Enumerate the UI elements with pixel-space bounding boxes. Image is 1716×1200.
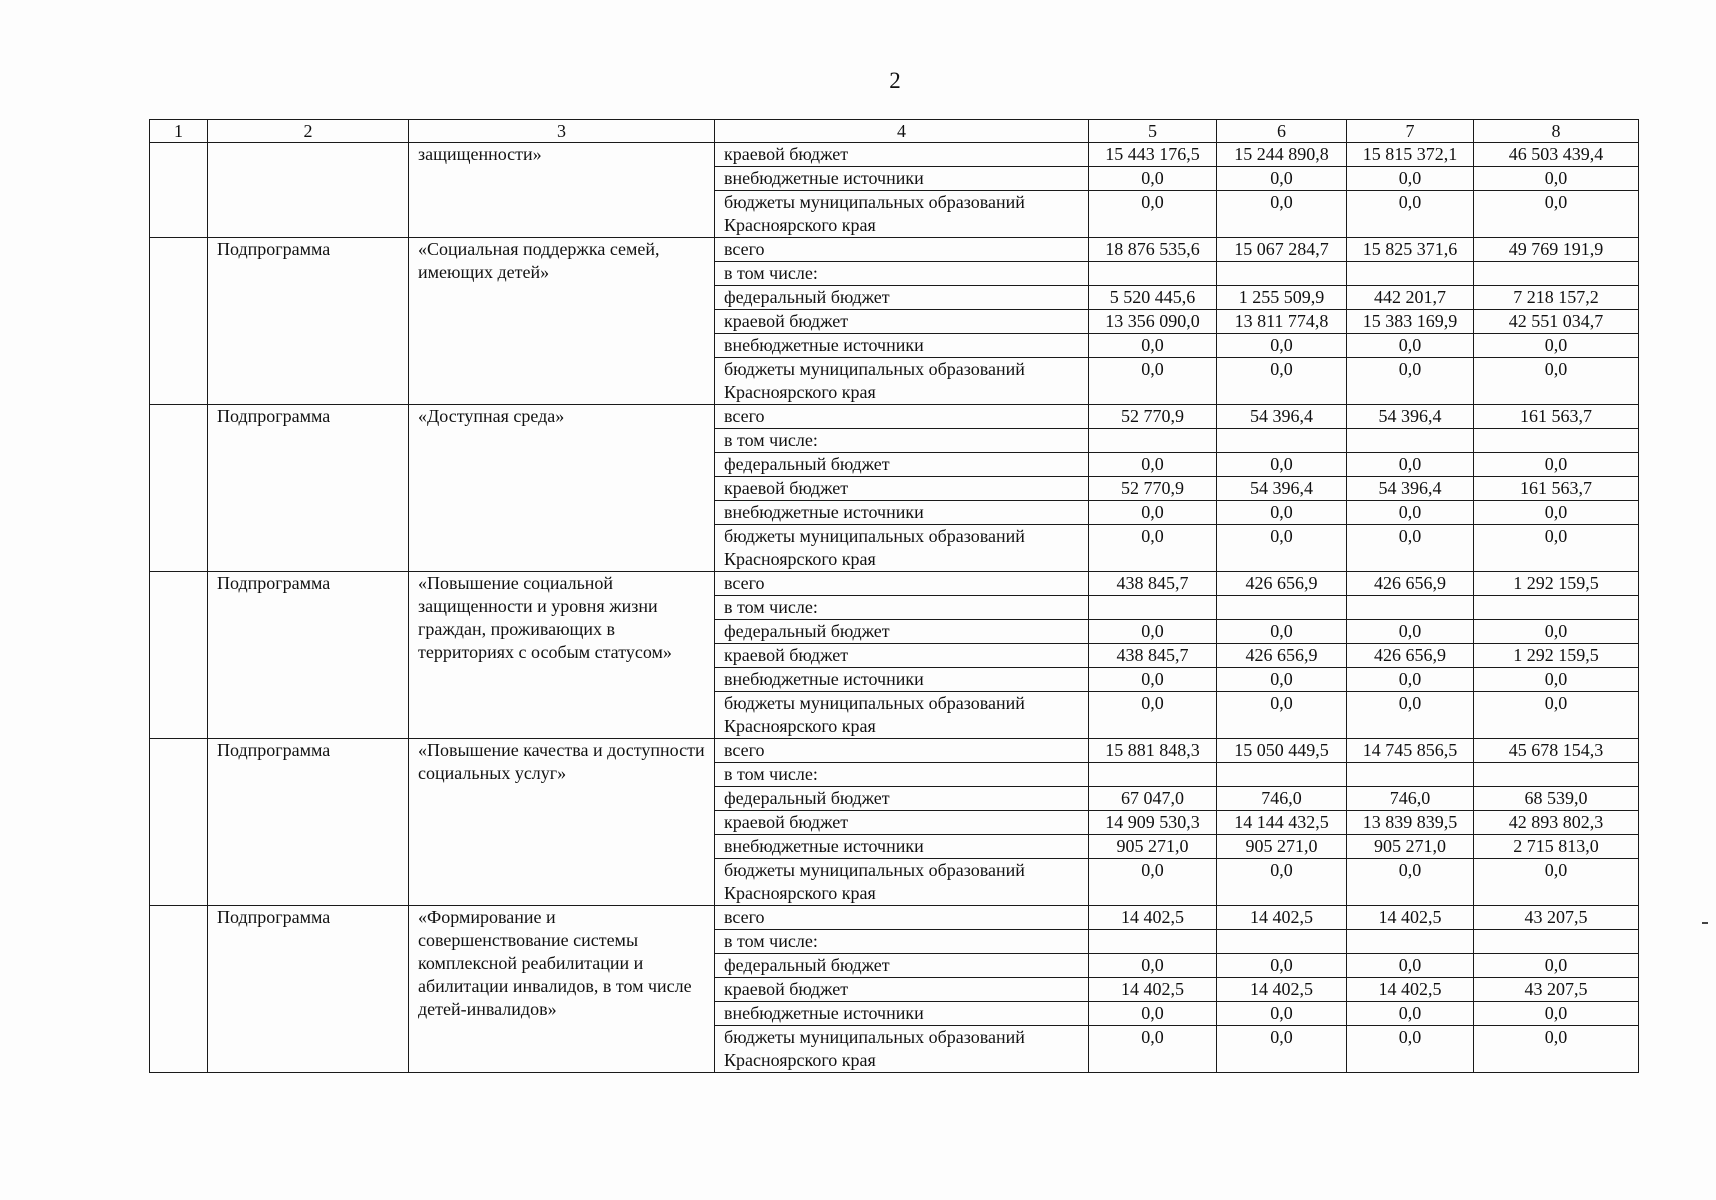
amount-cell-8: 161 563,7 <box>1474 405 1639 429</box>
amount-cell-7: 0,0 <box>1347 954 1474 978</box>
amount-cell-7: 0,0 <box>1347 334 1474 358</box>
amount-cell-7: 15 383 169,9 <box>1347 310 1474 334</box>
amount-cell-5: 0,0 <box>1089 501 1217 525</box>
table-row <box>150 906 1639 930</box>
funding-source-cell: внебюджетные источники <box>715 501 1089 525</box>
amount-cell-8 <box>1474 262 1639 286</box>
amount-cell-7: 0,0 <box>1347 859 1474 906</box>
amount-cell-8: 0,0 <box>1474 334 1639 358</box>
amount-cell-8 <box>1474 930 1639 954</box>
amount-cell-5: 0,0 <box>1089 334 1217 358</box>
subprogram-name-cell: «Доступная среда» <box>409 405 715 572</box>
amount-cell-7: 54 396,4 <box>1347 405 1474 429</box>
row-number-cell <box>150 572 208 739</box>
amount-cell-7 <box>1347 262 1474 286</box>
amount-cell-5: 0,0 <box>1089 191 1217 238</box>
amount-cell-7: 0,0 <box>1347 692 1474 739</box>
amount-cell-6: 426 656,9 <box>1217 644 1347 668</box>
amount-cell-5: 438 845,7 <box>1089 572 1217 596</box>
amount-cell-6: 0,0 <box>1217 954 1347 978</box>
budget-table <box>149 119 1639 1073</box>
subprogram-type-cell <box>208 143 409 238</box>
table-row <box>150 405 1639 429</box>
amount-cell-8: 1 292 159,5 <box>1474 572 1639 596</box>
amount-cell-5: 67 047,0 <box>1089 787 1217 811</box>
amount-cell-5: 0,0 <box>1089 358 1217 405</box>
funding-source-cell: бюджеты муниципальных образований Красноярского края <box>715 525 1089 572</box>
amount-cell-6: 0,0 <box>1217 334 1347 358</box>
amount-cell-5: 14 909 530,3 <box>1089 811 1217 835</box>
amount-cell-5 <box>1089 930 1217 954</box>
amount-cell-7: 0,0 <box>1347 1002 1474 1026</box>
amount-cell-5: 15 443 176,5 <box>1089 143 1217 167</box>
amount-cell-8: 42 893 802,3 <box>1474 811 1639 835</box>
row-number-cell <box>150 739 208 906</box>
funding-source-cell: федеральный бюджет <box>715 286 1089 310</box>
amount-cell-6: 54 396,4 <box>1217 405 1347 429</box>
amount-cell-8 <box>1474 429 1639 453</box>
table-row <box>150 143 1639 167</box>
header-cell-2: 2 <box>208 120 409 143</box>
header-cell-7: 7 <box>1347 120 1474 143</box>
header-cell-8: 8 <box>1474 120 1639 143</box>
amount-cell-8: 1 292 159,5 <box>1474 644 1639 668</box>
amount-cell-8: 0,0 <box>1474 453 1639 477</box>
amount-cell-7: 0,0 <box>1347 453 1474 477</box>
amount-cell-5: 0,0 <box>1089 620 1217 644</box>
amount-cell-5: 438 845,7 <box>1089 644 1217 668</box>
amount-cell-8: 46 503 439,4 <box>1474 143 1639 167</box>
funding-source-cell: бюджеты муниципальных образований Красноярского края <box>715 859 1089 906</box>
funding-source-cell: внебюджетные источники <box>715 167 1089 191</box>
amount-cell-5 <box>1089 596 1217 620</box>
amount-cell-6 <box>1217 763 1347 787</box>
amount-cell-7: 0,0 <box>1347 358 1474 405</box>
amount-cell-6 <box>1217 930 1347 954</box>
amount-cell-5: 0,0 <box>1089 668 1217 692</box>
amount-cell-5: 52 770,9 <box>1089 405 1217 429</box>
amount-cell-8: 7 218 157,2 <box>1474 286 1639 310</box>
amount-cell-6 <box>1217 596 1347 620</box>
funding-source-cell: всего <box>715 906 1089 930</box>
amount-cell-8: 2 715 813,0 <box>1474 835 1639 859</box>
amount-cell-8: 0,0 <box>1474 358 1639 405</box>
row-number-cell <box>150 405 208 572</box>
amount-cell-6: 14 402,5 <box>1217 906 1347 930</box>
funding-source-cell: бюджеты муниципальных образований Красноярского края <box>715 358 1089 405</box>
funding-source-cell: внебюджетные источники <box>715 668 1089 692</box>
funding-source-cell: внебюджетные источники <box>715 835 1089 859</box>
amount-cell-6: 1 255 509,9 <box>1217 286 1347 310</box>
table-row <box>150 238 1639 262</box>
amount-cell-7: 54 396,4 <box>1347 477 1474 501</box>
funding-source-cell: всего <box>715 572 1089 596</box>
amount-cell-5: 0,0 <box>1089 859 1217 906</box>
amount-cell-6: 15 244 890,8 <box>1217 143 1347 167</box>
funding-source-cell: федеральный бюджет <box>715 453 1089 477</box>
amount-cell-8: 0,0 <box>1474 1002 1639 1026</box>
funding-source-cell: бюджеты муниципальных образований Красноярского края <box>715 692 1089 739</box>
amount-cell-8: 49 769 191,9 <box>1474 238 1639 262</box>
funding-source-cell: в том числе: <box>715 596 1089 620</box>
amount-cell-6: 0,0 <box>1217 620 1347 644</box>
amount-cell-7: 14 402,5 <box>1347 978 1474 1002</box>
amount-cell-6: 15 050 449,5 <box>1217 739 1347 763</box>
amount-cell-6: 0,0 <box>1217 358 1347 405</box>
amount-cell-6: 0,0 <box>1217 191 1347 238</box>
header-cell-1: 1 <box>150 120 208 143</box>
funding-source-cell: краевой бюджет <box>715 477 1089 501</box>
amount-cell-6: 54 396,4 <box>1217 477 1347 501</box>
amount-cell-7: 442 201,7 <box>1347 286 1474 310</box>
funding-source-cell: краевой бюджет <box>715 811 1089 835</box>
amount-cell-5 <box>1089 262 1217 286</box>
amount-cell-6: 426 656,9 <box>1217 572 1347 596</box>
funding-source-cell: в том числе: <box>715 262 1089 286</box>
funding-source-cell: краевой бюджет <box>715 978 1089 1002</box>
amount-cell-6: 0,0 <box>1217 453 1347 477</box>
amount-cell-7: 0,0 <box>1347 620 1474 644</box>
subprogram-name-cell: «Повышение социальной защищенности и уровня жизни граждан, проживающих в территориях с особым статусом» <box>409 572 715 739</box>
amount-cell-7: 746,0 <box>1347 787 1474 811</box>
amount-cell-8: 43 207,5 <box>1474 906 1639 930</box>
amount-cell-5: 0,0 <box>1089 167 1217 191</box>
amount-cell-7: 0,0 <box>1347 501 1474 525</box>
funding-source-cell: федеральный бюджет <box>715 620 1089 644</box>
amount-cell-6: 746,0 <box>1217 787 1347 811</box>
amount-cell-6: 905 271,0 <box>1217 835 1347 859</box>
amount-cell-6: 0,0 <box>1217 1026 1347 1073</box>
amount-cell-8: 0,0 <box>1474 167 1639 191</box>
amount-cell-7: 15 815 372,1 <box>1347 143 1474 167</box>
funding-source-cell: всего <box>715 238 1089 262</box>
table-row <box>150 572 1639 596</box>
scan-mark <box>1702 922 1708 924</box>
amount-cell-6: 0,0 <box>1217 668 1347 692</box>
amount-cell-5 <box>1089 429 1217 453</box>
funding-source-cell: в том числе: <box>715 930 1089 954</box>
row-number-cell <box>150 906 208 1073</box>
header-cell-6: 6 <box>1217 120 1347 143</box>
amount-cell-7 <box>1347 429 1474 453</box>
row-number-cell <box>150 143 208 238</box>
amount-cell-7: 15 825 371,6 <box>1347 238 1474 262</box>
amount-cell-8: 0,0 <box>1474 954 1639 978</box>
amount-cell-5: 13 356 090,0 <box>1089 310 1217 334</box>
funding-source-cell: всего <box>715 405 1089 429</box>
amount-cell-6: 0,0 <box>1217 501 1347 525</box>
header-cell-4: 4 <box>715 120 1089 143</box>
amount-cell-8: 43 207,5 <box>1474 978 1639 1002</box>
amount-cell-6: 0,0 <box>1217 525 1347 572</box>
amount-cell-5: 905 271,0 <box>1089 835 1217 859</box>
amount-cell-7: 905 271,0 <box>1347 835 1474 859</box>
page-number: 2 <box>889 68 901 93</box>
funding-source-cell: внебюджетные источники <box>715 1002 1089 1026</box>
amount-cell-5: 14 402,5 <box>1089 906 1217 930</box>
subprogram-name-cell: защищенности» <box>409 143 715 238</box>
amount-cell-6: 0,0 <box>1217 692 1347 739</box>
funding-source-cell: краевой бюджет <box>715 310 1089 334</box>
funding-source-cell: бюджеты муниципальных образований Красноярского края <box>715 191 1089 238</box>
subprogram-type-cell: Подпрограмма <box>208 405 409 572</box>
amount-cell-5: 0,0 <box>1089 1026 1217 1073</box>
amount-cell-7 <box>1347 596 1474 620</box>
amount-cell-6: 13 811 774,8 <box>1217 310 1347 334</box>
amount-cell-5: 52 770,9 <box>1089 477 1217 501</box>
amount-cell-6 <box>1217 429 1347 453</box>
amount-cell-5: 14 402,5 <box>1089 978 1217 1002</box>
amount-cell-6: 15 067 284,7 <box>1217 238 1347 262</box>
funding-source-cell: федеральный бюджет <box>715 787 1089 811</box>
subprogram-type-cell: Подпрограмма <box>208 572 409 739</box>
funding-source-cell: в том числе: <box>715 763 1089 787</box>
funding-source-cell: внебюджетные источники <box>715 334 1089 358</box>
funding-source-cell: краевой бюджет <box>715 644 1089 668</box>
funding-source-cell: всего <box>715 739 1089 763</box>
amount-cell-7: 14 745 856,5 <box>1347 739 1474 763</box>
subprogram-type-cell: Подпрограмма <box>208 906 409 1073</box>
subprogram-name-cell: «Формирование и совершенствование системы комплексной реабилитации и абилитации инвалидов, в том числе детей-инвалидов» <box>409 906 715 1073</box>
funding-source-cell: федеральный бюджет <box>715 954 1089 978</box>
amount-cell-5: 0,0 <box>1089 1002 1217 1026</box>
amount-cell-5: 18 876 535,6 <box>1089 238 1217 262</box>
amount-cell-7: 0,0 <box>1347 668 1474 692</box>
amount-cell-8: 0,0 <box>1474 668 1639 692</box>
amount-cell-8: 45 678 154,3 <box>1474 739 1639 763</box>
amount-cell-5: 0,0 <box>1089 525 1217 572</box>
amount-cell-5: 15 881 848,3 <box>1089 739 1217 763</box>
amount-cell-7: 426 656,9 <box>1347 644 1474 668</box>
amount-cell-7 <box>1347 930 1474 954</box>
amount-cell-8: 0,0 <box>1474 525 1639 572</box>
amount-cell-8: 0,0 <box>1474 191 1639 238</box>
amount-cell-5: 0,0 <box>1089 692 1217 739</box>
amount-cell-8: 42 551 034,7 <box>1474 310 1639 334</box>
amount-cell-8: 0,0 <box>1474 501 1639 525</box>
amount-cell-7: 0,0 <box>1347 191 1474 238</box>
amount-cell-6: 0,0 <box>1217 167 1347 191</box>
subprogram-name-cell: «Социальная поддержка семей, имеющих детей» <box>409 238 715 405</box>
amount-cell-7: 426 656,9 <box>1347 572 1474 596</box>
funding-source-cell: бюджеты муниципальных образований Красноярского края <box>715 1026 1089 1073</box>
amount-cell-5: 5 520 445,6 <box>1089 286 1217 310</box>
amount-cell-8: 0,0 <box>1474 692 1639 739</box>
amount-cell-8: 68 539,0 <box>1474 787 1639 811</box>
amount-cell-8: 161 563,7 <box>1474 477 1639 501</box>
amount-cell-6: 0,0 <box>1217 859 1347 906</box>
amount-cell-7: 13 839 839,5 <box>1347 811 1474 835</box>
amount-cell-8: 0,0 <box>1474 620 1639 644</box>
amount-cell-5: 0,0 <box>1089 453 1217 477</box>
amount-cell-7 <box>1347 763 1474 787</box>
header-cell-5: 5 <box>1089 120 1217 143</box>
funding-source-cell: в том числе: <box>715 429 1089 453</box>
funding-source-cell: краевой бюджет <box>715 143 1089 167</box>
amount-cell-5: 0,0 <box>1089 954 1217 978</box>
amount-cell-8 <box>1474 763 1639 787</box>
amount-cell-7: 0,0 <box>1347 167 1474 191</box>
amount-cell-6: 14 144 432,5 <box>1217 811 1347 835</box>
row-number-cell <box>150 238 208 405</box>
amount-cell-7: 0,0 <box>1347 1026 1474 1073</box>
amount-cell-6 <box>1217 262 1347 286</box>
amount-cell-5 <box>1089 763 1217 787</box>
table-row <box>150 739 1639 763</box>
subprogram-name-cell: «Повышение качества и доступности социальных услуг» <box>409 739 715 906</box>
subprogram-type-cell: Подпрограмма <box>208 238 409 405</box>
header-cell-3: 3 <box>409 120 715 143</box>
amount-cell-6: 0,0 <box>1217 1002 1347 1026</box>
subprogram-type-cell: Подпрограмма <box>208 739 409 906</box>
amount-cell-7: 0,0 <box>1347 525 1474 572</box>
header-row <box>150 120 1639 143</box>
amount-cell-7: 14 402,5 <box>1347 906 1474 930</box>
amount-cell-8: 0,0 <box>1474 859 1639 906</box>
table-body <box>150 143 1639 1073</box>
amount-cell-8: 0,0 <box>1474 1026 1639 1073</box>
amount-cell-6: 14 402,5 <box>1217 978 1347 1002</box>
amount-cell-8 <box>1474 596 1639 620</box>
